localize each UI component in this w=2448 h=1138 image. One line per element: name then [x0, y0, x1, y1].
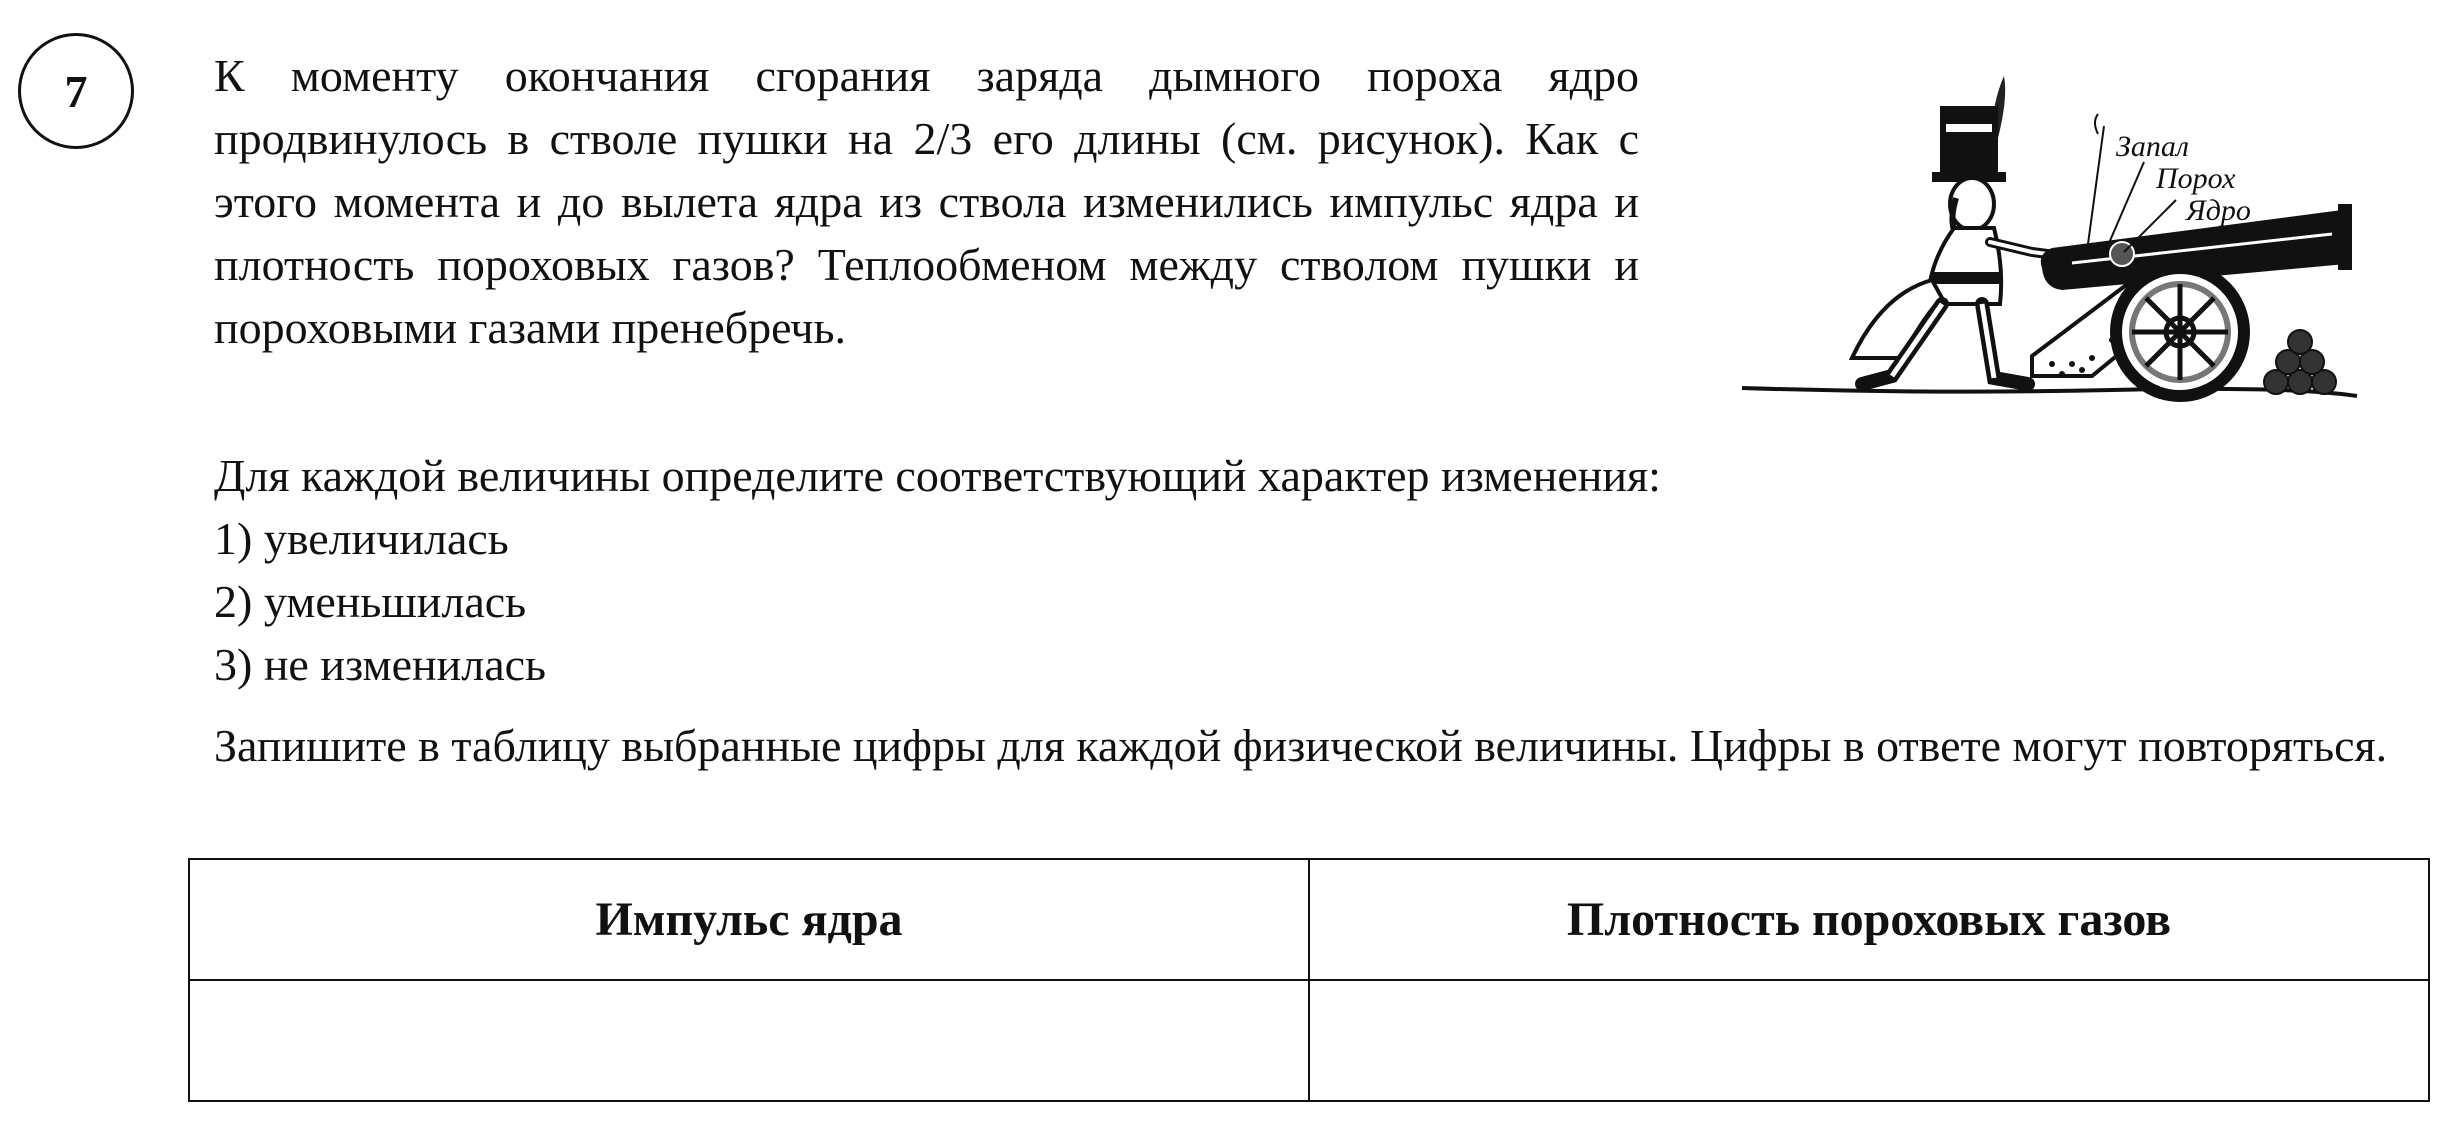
cannon-illustration [1732, 58, 2362, 418]
option-1: 1) увеличилась [214, 513, 509, 564]
option-3: 3) не изменилась [214, 639, 547, 690]
question-intro: К моменту окончания сгорания заряда дымного пороха ядро продвинулось в стволе пушки на 2/3 его длины (см. рисунок). Как с этого момента и до вылета ядра из ствола изменились импульс ядра и плотность пороховых газов? Теплообменом между стволом пушки и пороховыми газами пренебречь. [214, 50, 1639, 353]
answer-table-header-row [189, 859, 2429, 980]
options-block [214, 444, 1661, 696]
cannon-figure [1732, 58, 2362, 418]
label-ball: Ядро [2186, 194, 2251, 227]
header-ball-momentum: Импульс ядра [189, 859, 1309, 980]
option-2: 2) уменьшилась [214, 576, 527, 627]
label-fuse: Запал [2116, 130, 2189, 163]
header-gas-density: Плотность пороховых газов [1309, 859, 2429, 980]
answer-table [188, 858, 2430, 1102]
answer-table-row [189, 980, 2429, 1101]
question-prompt: Для каждой величины определите соответствующий характер изменения: [214, 450, 1661, 501]
answer-cell-ball-momentum[interactable] [189, 980, 1309, 1101]
answer-instruction: Запишите в таблицу выбранные цифры для каждой физической величины. Цифры в ответе могут повторяться. [214, 720, 2388, 771]
answer-cell-gas-density[interactable] [1309, 980, 2429, 1101]
label-powder: Порох [2156, 162, 2236, 195]
question-number: 7 [18, 33, 134, 149]
